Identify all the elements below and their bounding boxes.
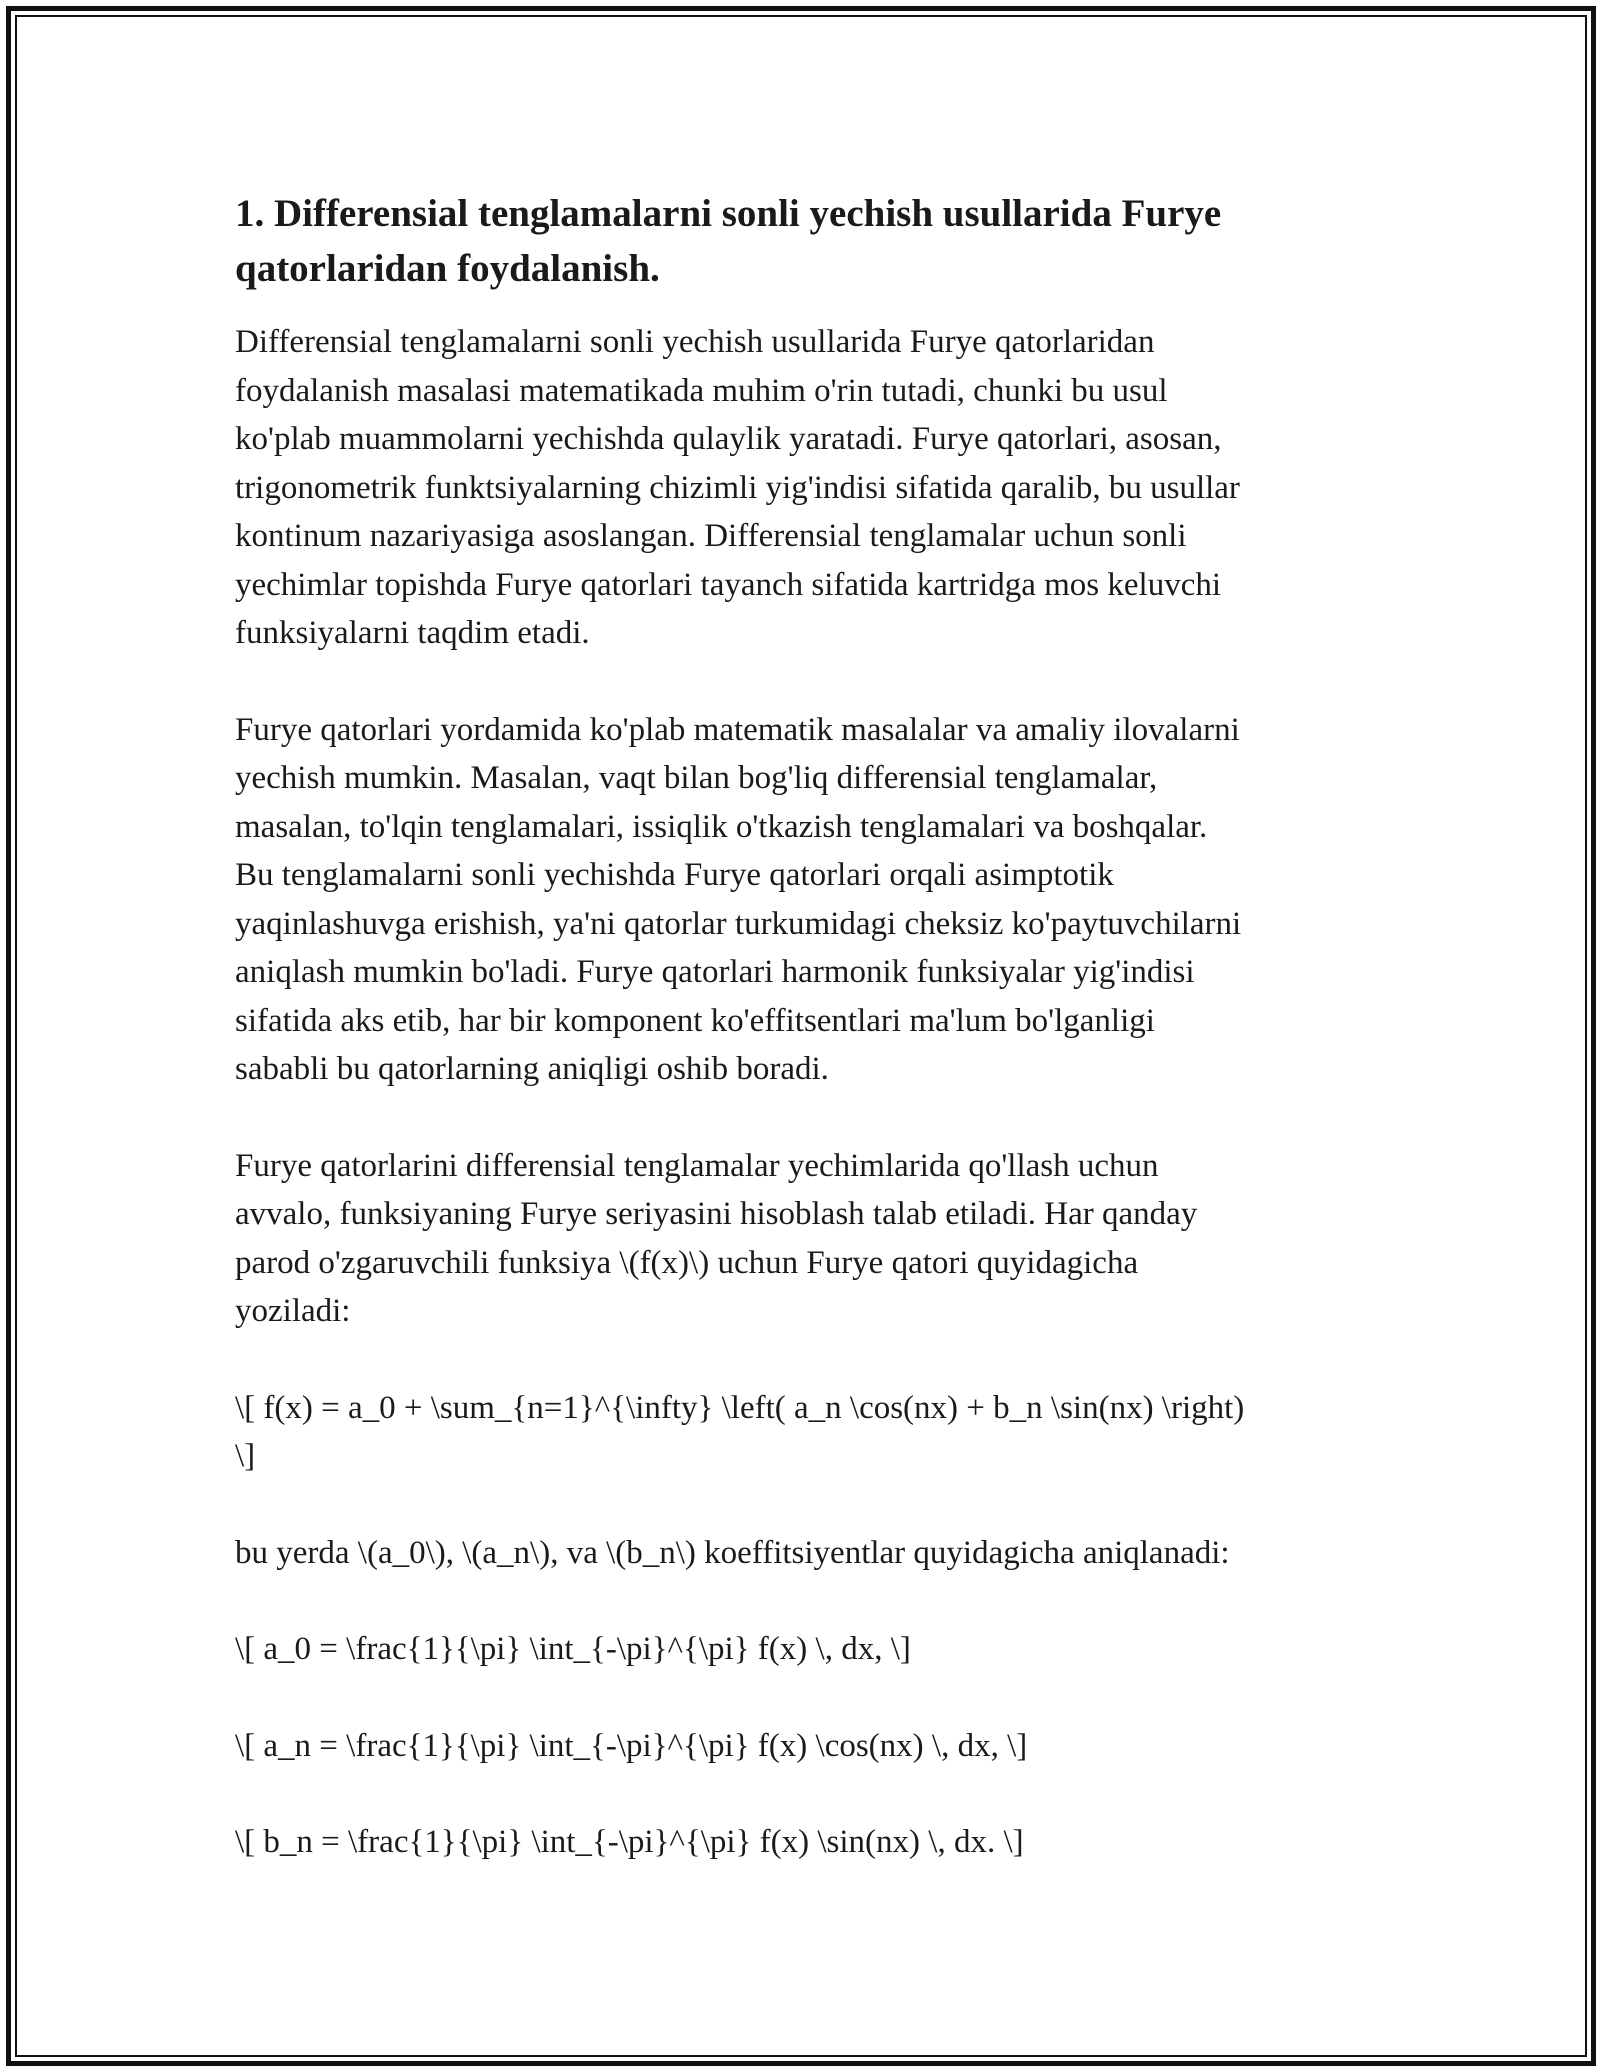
paragraph-fourier-series: Furye qatorlarini differensial tenglamalar yechimlarida qo'llash uchun avvalo, funksiyaning Furye seriyasini hisoblash talab etiladi. Har qanday parod o'zgaruvchili funksiya \(f(x)\) uchun Furye qatori quyidagicha yoziladi: [235, 1147, 1198, 1329]
formula-a0: \[ a_0 = \frac{1}{\pi} \int_{-\pi}^{\pi} f(x) \, dx, \] [235, 1631, 911, 1667]
paragraph-applications: Furye qatorlari yordamida ko'plab matematik masalalar va amaliy ilovalarni yechish mumkin. Masalan, vaqt bilan bog'liq differensial tenglamalar, masalan, to'lqin tenglamalari, issiqlik o'tkazish tenglamalari va boshqalar. Bu tenglamalarni sonli yechishda Furye qatorlari orqali asimptotik yaqinlashuvga erishish, ya'ni qatorlar turkumidagi cheksiz ko'paytuvchilarni aniqlash mumkin bo'ladi. Furye qatorlari harmonik funksiyalar yig'indisi sifatida aks etib, har bir komponent ko'effitsentlari ma'lum bo'lganligi sababli bu qatorlarning aniqligi oshib boradi. [235, 711, 1242, 1087]
formula-an: \[ a_n = \frac{1}{\pi} \int_{-\pi}^{\pi} f(x) \cos(nx) \, dx, \] [235, 1727, 1028, 1764]
document-body [235, 186, 1365, 1915]
formula-bn: \[ b_n = \frac{1}{\pi} \int_{-\pi}^{\pi} f(x) \sin(nx) \, dx. \] [235, 1824, 1024, 1860]
section-heading: 1. Differensial tenglamalarni sonli yechish usullarida Furye qatorlaridan foydalanish. [235, 192, 1222, 290]
paragraph-intro: Differensial tenglamalarni sonli yechish usullarida Furye qatorlaridan foydalanish masalasi matematikada muhim o'rin tutadi, chunki bu usul ko'plab muammolarni yechishda qulaylik yaratadi. Furye qatorlari, asosan, trigonometrik funktsiyalarning chizimli yig'indisi sifatida qaralib, bu usullar kontinum nazariyasiga asoslangan. Differensial tenglamalar uchun sonli yechimlar topishda Furye qatorlari tayanch sifatida kartridga mos keluvchi funksiyalarni taqdim etadi. [235, 324, 1240, 651]
formula-fourier-series: \[ f(x) = a_0 + \sum_{n=1}^{\infty} \left( a_n \cos(nx) + b_n \sin(nx) \right) \] [235, 1389, 1245, 1474]
paragraph-coefficients: bu yerda \(a_0\), \(a_n\), va \(b_n\) koeffitsiyentlar quyidagicha aniqlanadi: [235, 1534, 1230, 1571]
